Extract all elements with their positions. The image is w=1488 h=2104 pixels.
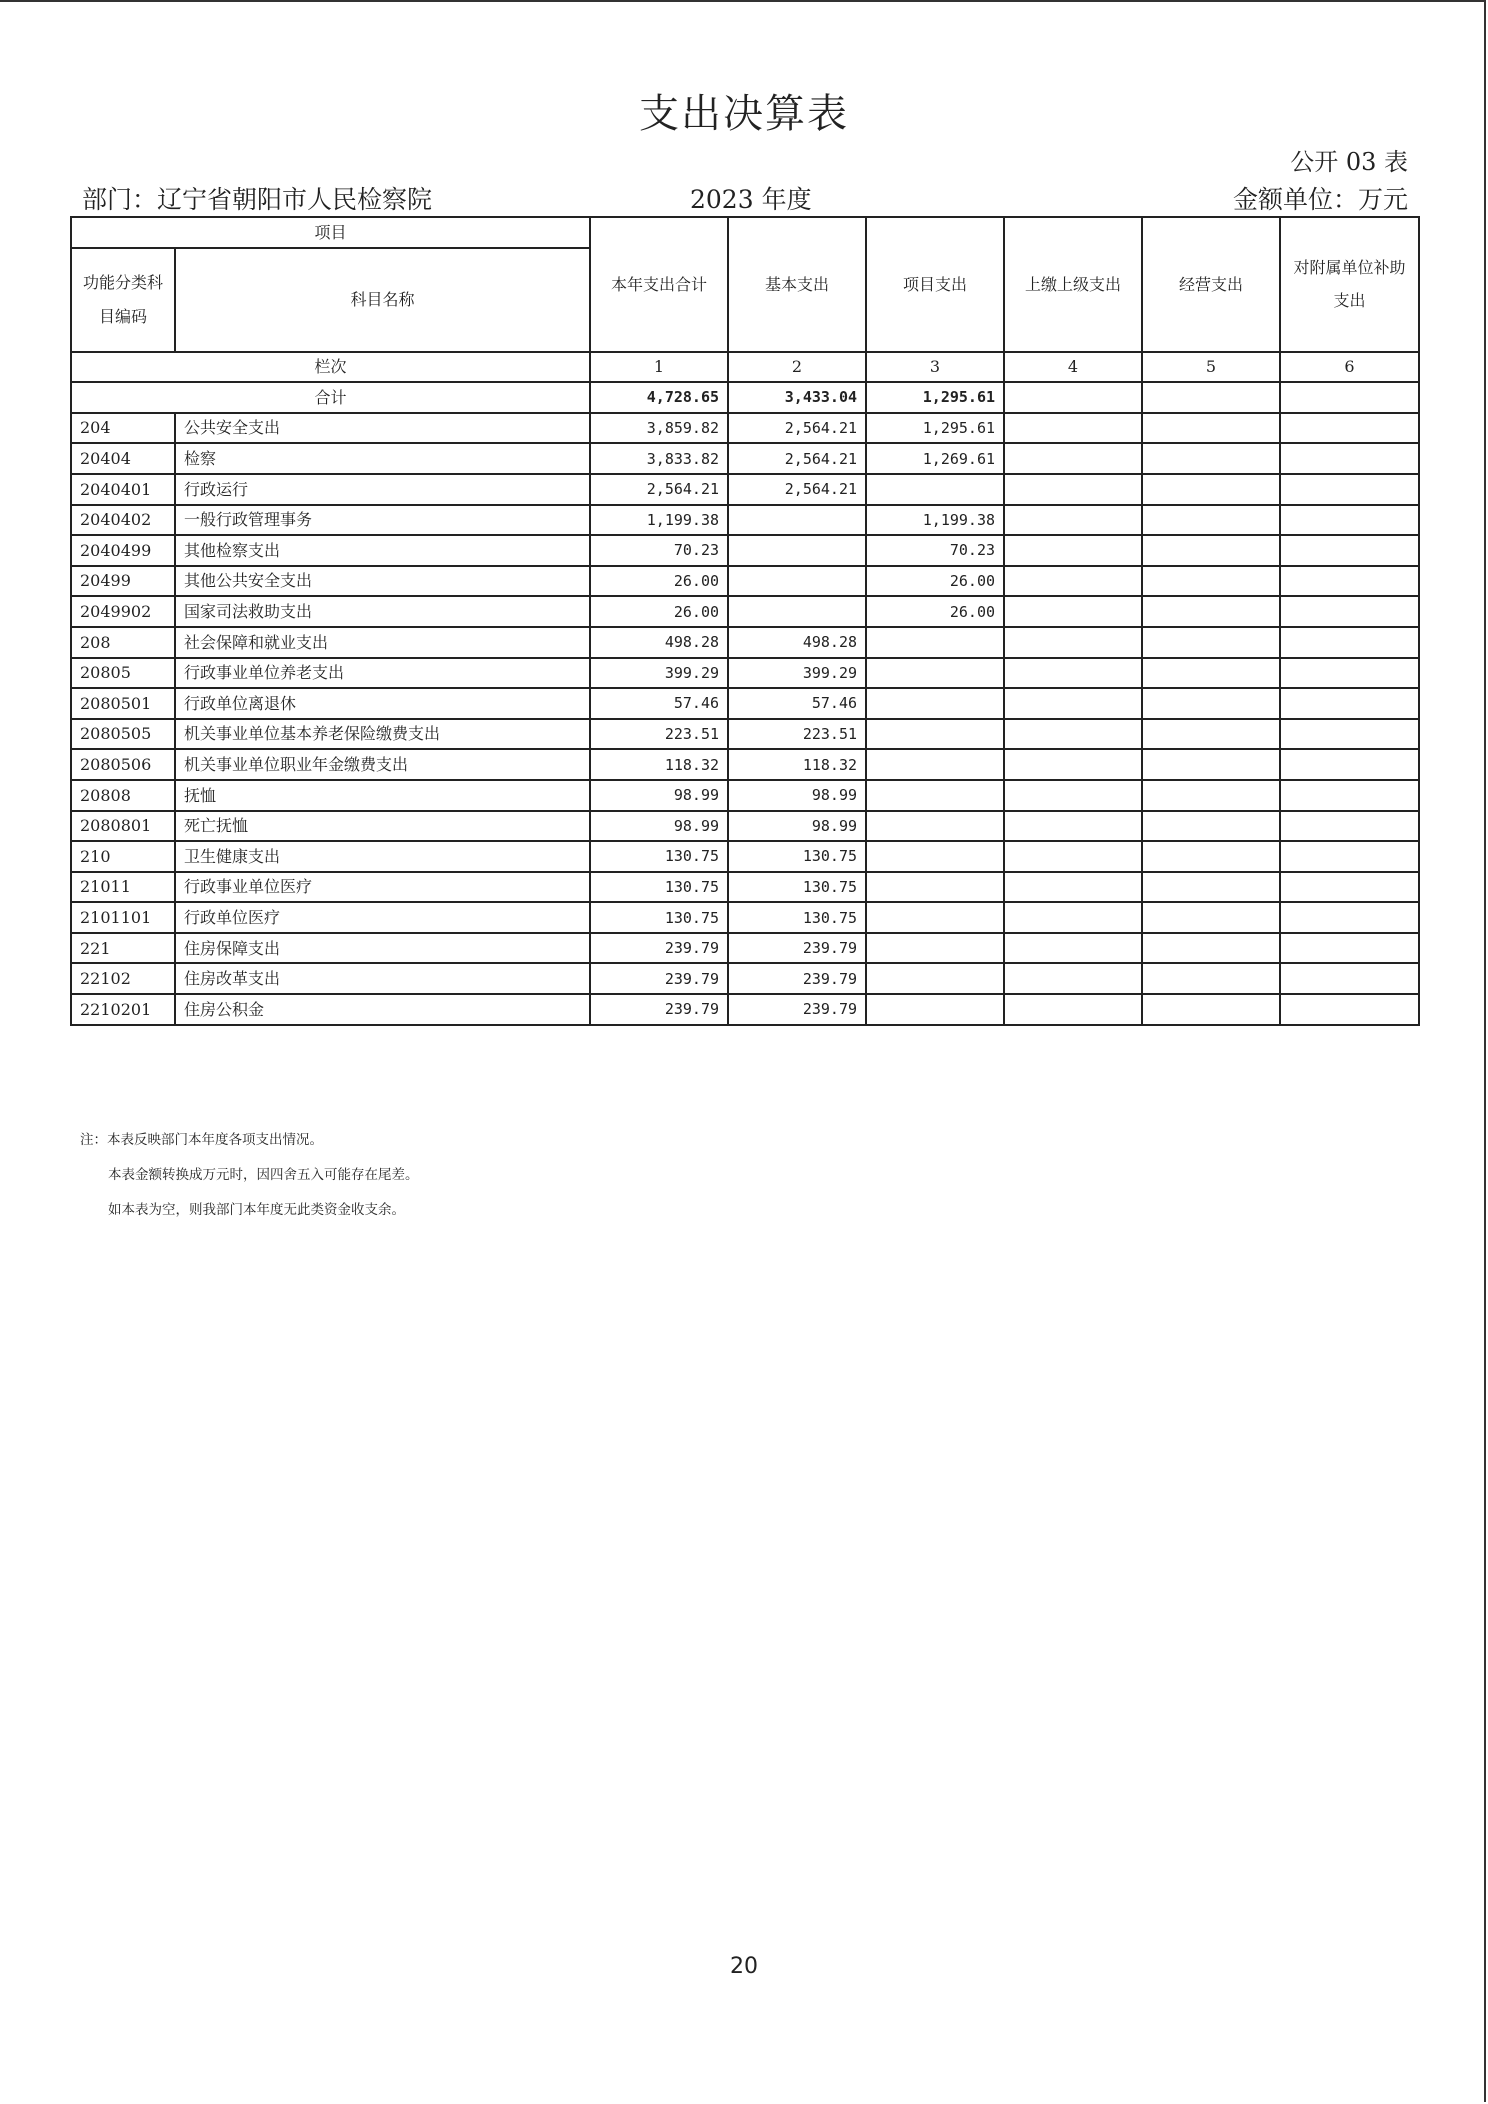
amount-cell: 118.32 [590,749,728,780]
amount-cell: 239.79 [590,933,728,964]
table-row [71,811,1419,842]
amount-cell: 130.75 [590,841,728,872]
subject-code: 21011 [71,872,175,903]
amount-cell [1280,505,1419,536]
total-value [1142,382,1280,413]
table-row [71,596,1419,627]
amount-cell [1004,627,1142,658]
amount-cell [728,596,866,627]
subject-name: 国家司法救助支出 [175,596,590,627]
note-line: 注：本表反映部门本年度各项支出情况。 [80,1132,323,1148]
amount-cell [1004,413,1142,444]
amount-cell [728,535,866,566]
amount-cell: 98.99 [728,811,866,842]
column-number-label: 栏次 [71,352,590,383]
subject-name: 住房保障支出 [175,933,590,964]
subject-name: 机关事业单位职业年金缴费支出 [175,749,590,780]
amount-cell: 498.28 [590,627,728,658]
amount-cell: 239.79 [590,994,728,1025]
table-row [71,872,1419,903]
column-number: 1 [590,352,728,383]
column-number: 3 [866,352,1004,383]
table-row [71,505,1419,536]
table-row [71,688,1419,719]
amount-cell: 130.75 [590,872,728,903]
amount-cell [866,902,1004,933]
table-notes [80,1123,419,1228]
amount-cell: 98.99 [590,811,728,842]
page-title: 支出决算表 [639,91,849,137]
header-code: 功能分类科目编码 [71,248,175,352]
amount-cell [728,566,866,597]
amount-cell [1280,535,1419,566]
table-row [71,658,1419,689]
amount-cell [1142,596,1280,627]
table-row [71,841,1419,872]
amount-cell [1280,627,1419,658]
subject-code: 2040499 [71,535,175,566]
amount-cell [866,872,1004,903]
subject-name: 住房改革支出 [175,963,590,994]
amount-cell [1280,933,1419,964]
amount-cell [1280,443,1419,474]
amount-cell [1142,933,1280,964]
amount-cell [1280,994,1419,1025]
fiscal-year: 2023 年度 [690,185,812,214]
subject-code: 2049902 [71,596,175,627]
amount-cell: 26.00 [866,596,1004,627]
header-row-1 [71,217,1419,248]
subject-code: 2080505 [71,719,175,750]
table-row [71,780,1419,811]
table-row [71,902,1419,933]
table-row [71,474,1419,505]
column-number-row [71,352,1419,383]
amount-cell: 239.79 [728,963,866,994]
amount-cell: 2,564.21 [728,474,866,505]
amount-cell [1004,596,1142,627]
amount-cell: 1,199.38 [866,505,1004,536]
subject-name: 住房公积金 [175,994,590,1025]
subject-code: 20805 [71,658,175,689]
amount-cell [728,505,866,536]
subject-name: 社会保障和就业支出 [175,627,590,658]
subject-name: 机关事业单位基本养老保险缴费支出 [175,719,590,750]
amount-cell [1004,872,1142,903]
amount-cell [1142,443,1280,474]
amount-cell: 57.46 [728,688,866,719]
amount-cell [1004,749,1142,780]
amount-cell: 57.46 [590,688,728,719]
amount-cell: 399.29 [590,658,728,689]
amount-cell [1280,566,1419,597]
subject-name: 行政事业单位医疗 [175,872,590,903]
amount-cell [1280,658,1419,689]
amount-cell: 239.79 [728,994,866,1025]
amount-cell [1004,963,1142,994]
amount-cell: 1,199.38 [590,505,728,536]
amount-cell: 223.51 [728,719,866,750]
amount-cell: 2,564.21 [728,443,866,474]
column-number: 6 [1280,352,1419,383]
amount-cell: 98.99 [728,780,866,811]
subject-name: 检察 [175,443,590,474]
amount-cell: 98.99 [590,780,728,811]
amount-cell [1142,719,1280,750]
amount-cell [1004,841,1142,872]
amount-cell [1142,811,1280,842]
table-row [71,963,1419,994]
amount-cell: 223.51 [590,719,728,750]
total-value: 3,433.04 [728,382,866,413]
amount-cell [1280,841,1419,872]
total-value: 1,295.61 [866,382,1004,413]
amount-cell [1004,994,1142,1025]
subject-code: 208 [71,627,175,658]
table-row [71,933,1419,964]
amount-cell [866,658,1004,689]
amount-cell [1142,841,1280,872]
amount-cell [1004,566,1142,597]
note-line: 本表金额转换成万元时，因四舍五入可能存在尾差。 [108,1167,419,1183]
amount-cell [1142,566,1280,597]
subject-code: 20404 [71,443,175,474]
amount-cell [1280,780,1419,811]
subject-name: 行政事业单位养老支出 [175,658,590,689]
subject-name: 卫生健康支出 [175,841,590,872]
subject-name: 死亡抚恤 [175,811,590,842]
column-number: 5 [1142,352,1280,383]
amount-cell [1280,872,1419,903]
amount-cell: 239.79 [728,933,866,964]
total-value [1280,382,1419,413]
amount-cell [1142,658,1280,689]
amount-cell [1142,688,1280,719]
amount-cell: 130.75 [590,902,728,933]
subject-name: 一般行政管理事务 [175,505,590,536]
amount-cell: 399.29 [728,658,866,689]
amount-cell [1142,535,1280,566]
table-row [71,443,1419,474]
amount-cell [1004,658,1142,689]
total-label: 合计 [71,382,590,413]
amount-cell [1142,902,1280,933]
header-item: 项目 [71,217,590,248]
header-name: 科目名称 [175,248,590,352]
subject-code: 2080506 [71,749,175,780]
subject-code: 2101101 [71,902,175,933]
department-label: 部门：辽宁省朝阳市人民检察院 [82,185,433,214]
amount-cell: 239.79 [590,963,728,994]
header-col-project: 项目支出 [866,217,1004,352]
amount-cell [1142,413,1280,444]
subject-code: 2080801 [71,811,175,842]
amount-cell [1280,811,1419,842]
table-row [71,749,1419,780]
note-line: 如本表为空，则我部门本年度无此类资金收支余。 [108,1202,405,1218]
amount-cell [1142,780,1280,811]
amount-cell [1142,963,1280,994]
amount-cell: 3,833.82 [590,443,728,474]
subject-code: 210 [71,841,175,872]
amount-cell [1142,474,1280,505]
amount-cell [866,811,1004,842]
header-col-subsidy: 对附属单位补助支出 [1280,217,1419,352]
amount-cell [1280,474,1419,505]
subject-name: 行政单位离退休 [175,688,590,719]
subject-name: 行政运行 [175,474,590,505]
table-row [71,994,1419,1025]
amount-cell [1142,505,1280,536]
amount-cell [866,627,1004,658]
amount-cell: 118.32 [728,749,866,780]
table-row [71,566,1419,597]
amount-cell [1280,963,1419,994]
header-col-basic: 基本支出 [728,217,866,352]
column-number: 4 [1004,352,1142,383]
subject-code: 20499 [71,566,175,597]
subject-code: 221 [71,933,175,964]
amount-cell [866,474,1004,505]
amount-cell [1280,902,1419,933]
total-row [71,382,1419,413]
amount-cell: 70.23 [866,535,1004,566]
amount-cell: 2,564.21 [728,413,866,444]
amount-cell: 1,269.61 [866,443,1004,474]
amount-cell [866,963,1004,994]
amount-cell [1004,505,1142,536]
amount-cell [1004,474,1142,505]
amount-cell [1142,627,1280,658]
subject-code: 2040401 [71,474,175,505]
page-number: 20 [730,1954,758,1979]
table-row [71,627,1419,658]
header-col-total: 本年支出合计 [590,217,728,352]
subject-code: 204 [71,413,175,444]
amount-cell [1004,780,1142,811]
amount-cell [866,841,1004,872]
amount-cell: 70.23 [590,535,728,566]
amount-cell [1004,902,1142,933]
amount-cell: 26.00 [590,596,728,627]
amount-cell: 2,564.21 [590,474,728,505]
subject-name: 公共安全支出 [175,413,590,444]
subject-code: 22102 [71,963,175,994]
amount-cell [1280,596,1419,627]
subject-code: 2040402 [71,505,175,536]
form-number: 公开 03 表 [1290,148,1408,176]
amount-cell: 26.00 [866,566,1004,597]
subject-name: 抚恤 [175,780,590,811]
amount-cell [1004,811,1142,842]
amount-cell: 26.00 [590,566,728,597]
amount-cell [1142,994,1280,1025]
amount-cell [866,688,1004,719]
amount-cell [866,780,1004,811]
table-row [71,413,1419,444]
total-value: 4,728.65 [590,382,728,413]
amount-cell [1280,688,1419,719]
amount-cell: 1,295.61 [866,413,1004,444]
amount-cell [1004,688,1142,719]
header-col-remit: 上缴上级支出 [1004,217,1142,352]
column-number: 2 [728,352,866,383]
subject-code: 2210201 [71,994,175,1025]
amount-cell: 130.75 [728,841,866,872]
subject-name: 其他检察支出 [175,535,590,566]
table-row [71,535,1419,566]
amount-cell [1280,719,1419,750]
amount-cell [1004,933,1142,964]
subject-name: 行政单位医疗 [175,902,590,933]
total-value [1004,382,1142,413]
header-col-operating: 经营支出 [1142,217,1280,352]
amount-cell: 3,859.82 [590,413,728,444]
amount-cell [866,719,1004,750]
amount-cell [1004,443,1142,474]
expenditure-table [70,216,1420,1026]
table-row [71,719,1419,750]
amount-cell [1280,413,1419,444]
amount-cell [1004,535,1142,566]
subject-code: 2080501 [71,688,175,719]
amount-cell [1142,749,1280,780]
amount-cell [1280,749,1419,780]
amount-unit: 金额单位：万元 [1232,185,1408,214]
subject-name: 其他公共安全支出 [175,566,590,597]
amount-cell [866,749,1004,780]
amount-cell [866,994,1004,1025]
amount-cell: 498.28 [728,627,866,658]
amount-cell: 130.75 [728,872,866,903]
amount-cell [1004,719,1142,750]
amount-cell [1142,872,1280,903]
subject-code: 20808 [71,780,175,811]
amount-cell [866,933,1004,964]
amount-cell: 130.75 [728,902,866,933]
